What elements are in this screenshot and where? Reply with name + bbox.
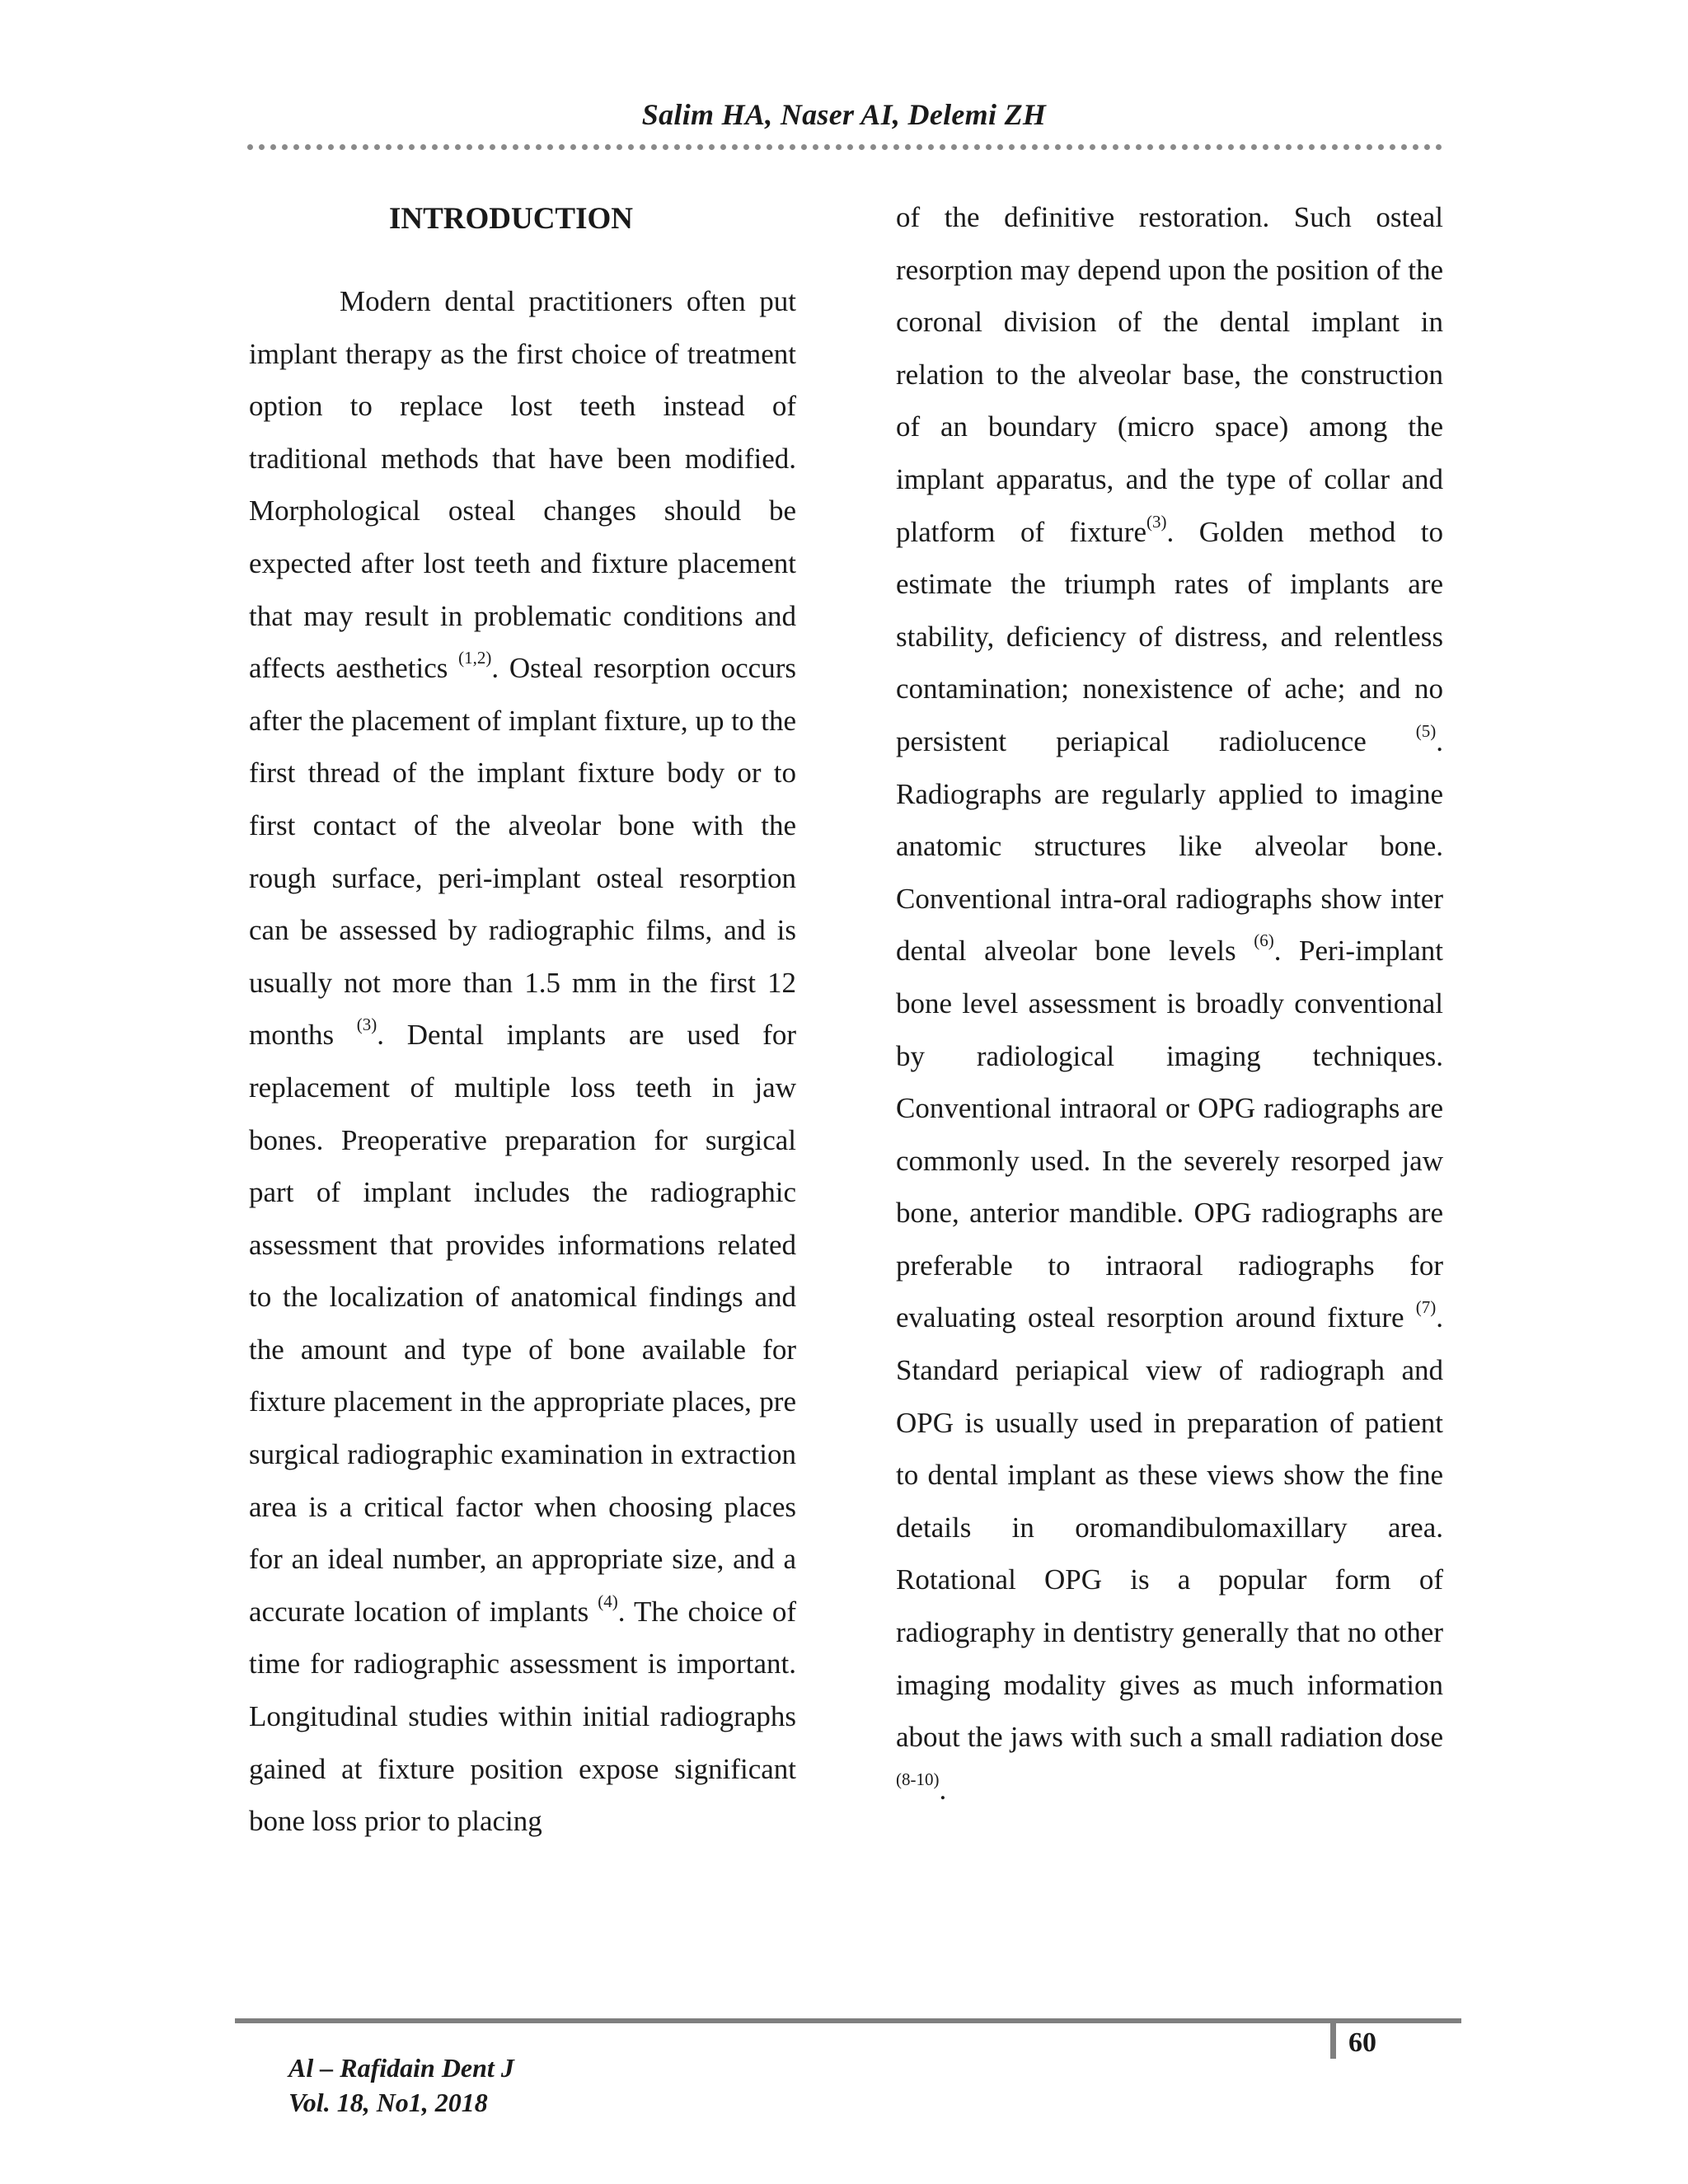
body-text: Modern dental practitioners often put implant therapy as the first choice of treatment option to replace lost teeth instead of traditional methods that have been modified. Morphological osteal changes should be expected after lost teeth and fixture placement that may result in problematic conditions and affects aesthetics (249, 285, 796, 685)
section-heading-introduction: INTRODUCTION (388, 202, 634, 236)
introduction-paragraph-left (249, 275, 796, 1848)
running-head-authors: Salim HA, Naser AI, Delemi ZH (641, 98, 1047, 131)
body-text: . Radiographs are regularly applied to imagine anatomic structures like alveolar bone. Conventional intra-oral radiographs show inter dental alveolar bone levels (896, 724, 1443, 968)
citation-superscript: (3) (356, 1015, 377, 1035)
body-text: . Standard periapical view of radiograph and OPG is usually used in preparation of patient to dental implant as these views show the fine details in oromandibulomaxillary area. Rotational OPG is a popular form of radiography in dentistry generally that no other imaging modality gives as much information about the jaws with such a small radiation dose (896, 1301, 1443, 1754)
right-column (896, 191, 1443, 1816)
footer-divider (235, 2018, 1461, 2023)
body-text: . Dental implants are used for replacement of multiple loss teeth in jaw bones. Preoperative preparation for surgical part of implant includes the radiographic assessment that provides informations related to the localization of anatomical findings and the amount and type of bone available for fixture placement in the appropriate places, pre surgical radiographic examination in extraction area is a critical factor when choosing places for an ideal number, an appropriate size, and a accurate location of implants (249, 1019, 796, 1628)
journal-name: Al – Rafidain Dent J (288, 2053, 514, 2083)
introduction-paragraph-right (896, 191, 1443, 1816)
citation-superscript: (3) (1146, 511, 1167, 532)
citation-superscript: (1,2) (458, 648, 492, 668)
citation-superscript: (6) (1254, 930, 1274, 951)
body-text: . The choice of time for radiographic assessment is important. Longitudinal studies within initial radiographs gained at fixture position expose significant bone loss prior to placing (249, 1595, 796, 1838)
body-text: . (939, 1773, 947, 1806)
citation-superscript: (8-10) (896, 1769, 940, 1790)
left-column (249, 194, 796, 1848)
page-number-marker (1330, 2021, 1336, 2059)
body-text: . Golden method to estimate the triumph rates of implants are stability, deficiency of distress, and relentless contamination; nonexistence of ache; and no persistent periapical radiolucence (896, 515, 1443, 757)
body-text: of the definitive restoration. Such osteal resorption may depend upon the position of the coronal division of the dental implant in relation to the alveolar base, the construction of an boundary (micro space) among the implant apparatus, and the type of collar and platform of fixture (896, 201, 1443, 548)
journal-volume: Vol. 18, No1, 2018 (288, 2088, 488, 2117)
body-text: . Osteal resorption occurs after the placement of implant fixture, up to the first thread of the implant fixture body or to first contact of the alveolar bone with the rough surface, peri-implant osteal resorption can be assessed by radiographic films, and is usually not more than 1.5 mm in the first 12 months (249, 652, 796, 1052)
citation-superscript: (5) (1415, 721, 1437, 742)
header-dotted-divider (247, 144, 1442, 150)
citation-superscript: (4) (598, 1591, 618, 1612)
citation-superscript: (7) (1415, 1297, 1437, 1318)
page-number: 60 (1348, 2027, 1376, 2058)
journal-citation (288, 2050, 514, 2120)
body-text: . Peri-implant bone level assessment is broadly conventional by radiological imaging techniques. Conventional intraoral or OPG radiographs are commonly used. In the severely resorped jaw bone, anterior mandible. OPG radiographs are preferable to intraoral radiographs for evaluating osteal resorption around fixture (896, 935, 1443, 1334)
